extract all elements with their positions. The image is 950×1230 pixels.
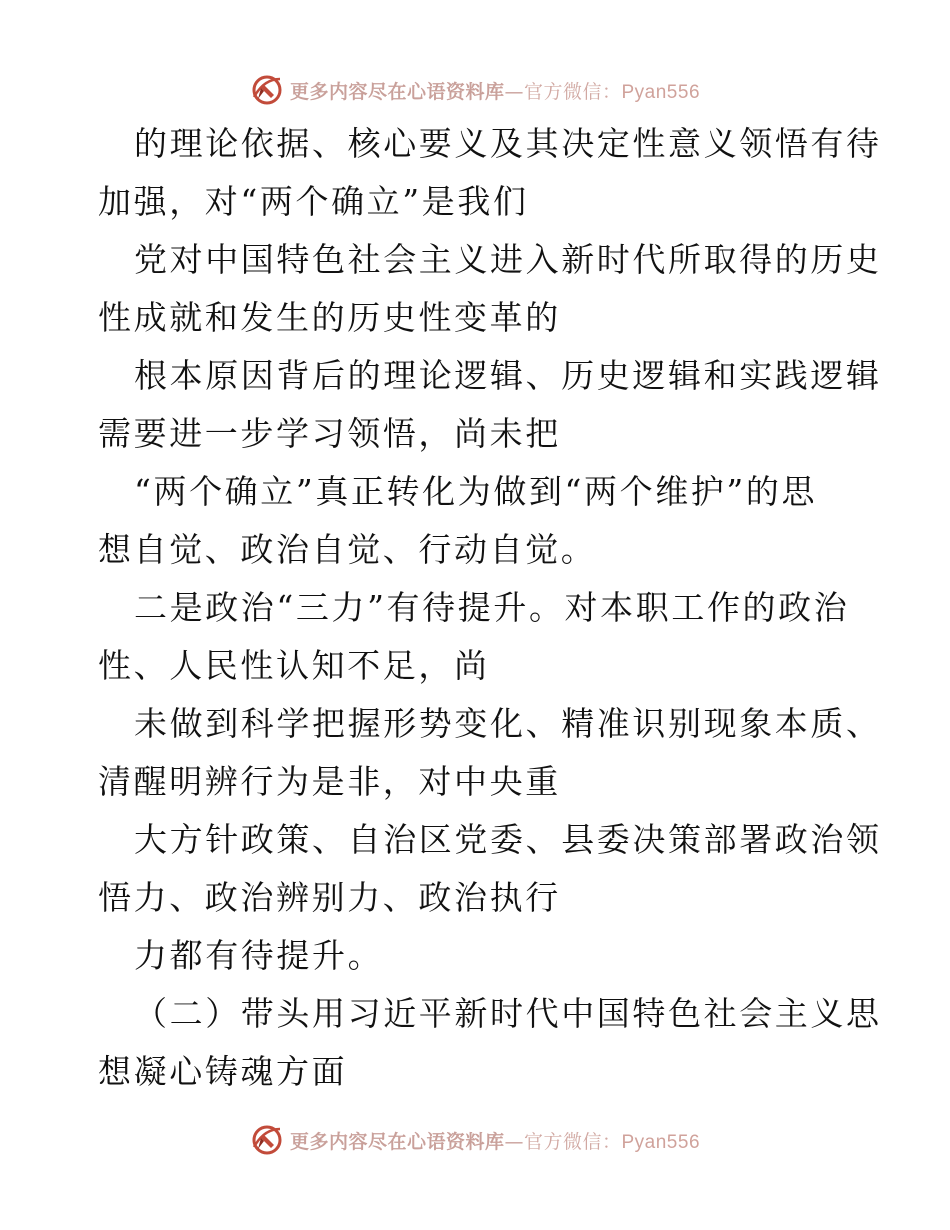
watermark-text <box>290 77 700 104</box>
text-line: 想凝心铸魂方面 <box>98 1052 348 1091</box>
text-line: 性、人民性认知不足，尚 <box>98 646 490 685</box>
text-line: 党对中国特色社会主义进入新时代所取得的历史 <box>134 240 882 279</box>
watermark-label: 官方微信： <box>523 1130 622 1153</box>
text-line: 的理论依据、核心要义及其决定性意义领悟有待 <box>134 124 882 163</box>
watermark-label: 官方微信： <box>523 80 622 103</box>
text-line: 悟力、政治辨别力、政治执行 <box>98 878 561 917</box>
watermark-id: Pyan556 <box>621 1131 701 1153</box>
text-line: 力都有待提升。 <box>134 936 384 975</box>
watermark-main: 更多内容尽在心语资料库 <box>289 80 505 103</box>
pen-circle-logo-icon <box>250 73 284 107</box>
text-line: 加强，对“两个确立”是我们 <box>98 182 529 221</box>
text-line: 根本原因背后的理论逻辑、历史逻辑和实践逻辑 <box>134 356 882 395</box>
header-watermark <box>0 70 950 110</box>
watermark-id: Pyan556 <box>621 81 701 103</box>
text-line: 想自觉、政治自觉、行动自觉。 <box>98 530 597 569</box>
watermark-separator: — <box>504 80 524 103</box>
footer-watermark <box>0 1120 950 1160</box>
text-line: 性成就和发生的历史性变革的 <box>98 298 561 337</box>
text-line: 大方针政策、自治区党委、县委决策部署政治领 <box>134 820 882 859</box>
text-line: 未做到科学把握形势变化、精准识别现象本质、 <box>134 704 882 743</box>
document-body <box>98 115 882 1101</box>
text-line: “两个确立”真正转化为做到“两个维护”的思 <box>134 472 818 511</box>
text-line: 清醒明辨行为是非，对中央重 <box>98 762 561 801</box>
watermark-separator: — <box>504 1130 524 1153</box>
watermark-text <box>290 1127 700 1154</box>
pen-circle-logo-icon <box>250 1123 284 1157</box>
text-line: 需要进一步学习领悟，尚未把 <box>98 414 561 453</box>
watermark-main: 更多内容尽在心语资料库 <box>289 1130 505 1153</box>
text-line: 二是政治“三力”有待提升。对本职工作的政治 <box>134 588 850 627</box>
text-line: （二）带头用习近平新时代中国特色社会主义思 <box>134 994 882 1033</box>
